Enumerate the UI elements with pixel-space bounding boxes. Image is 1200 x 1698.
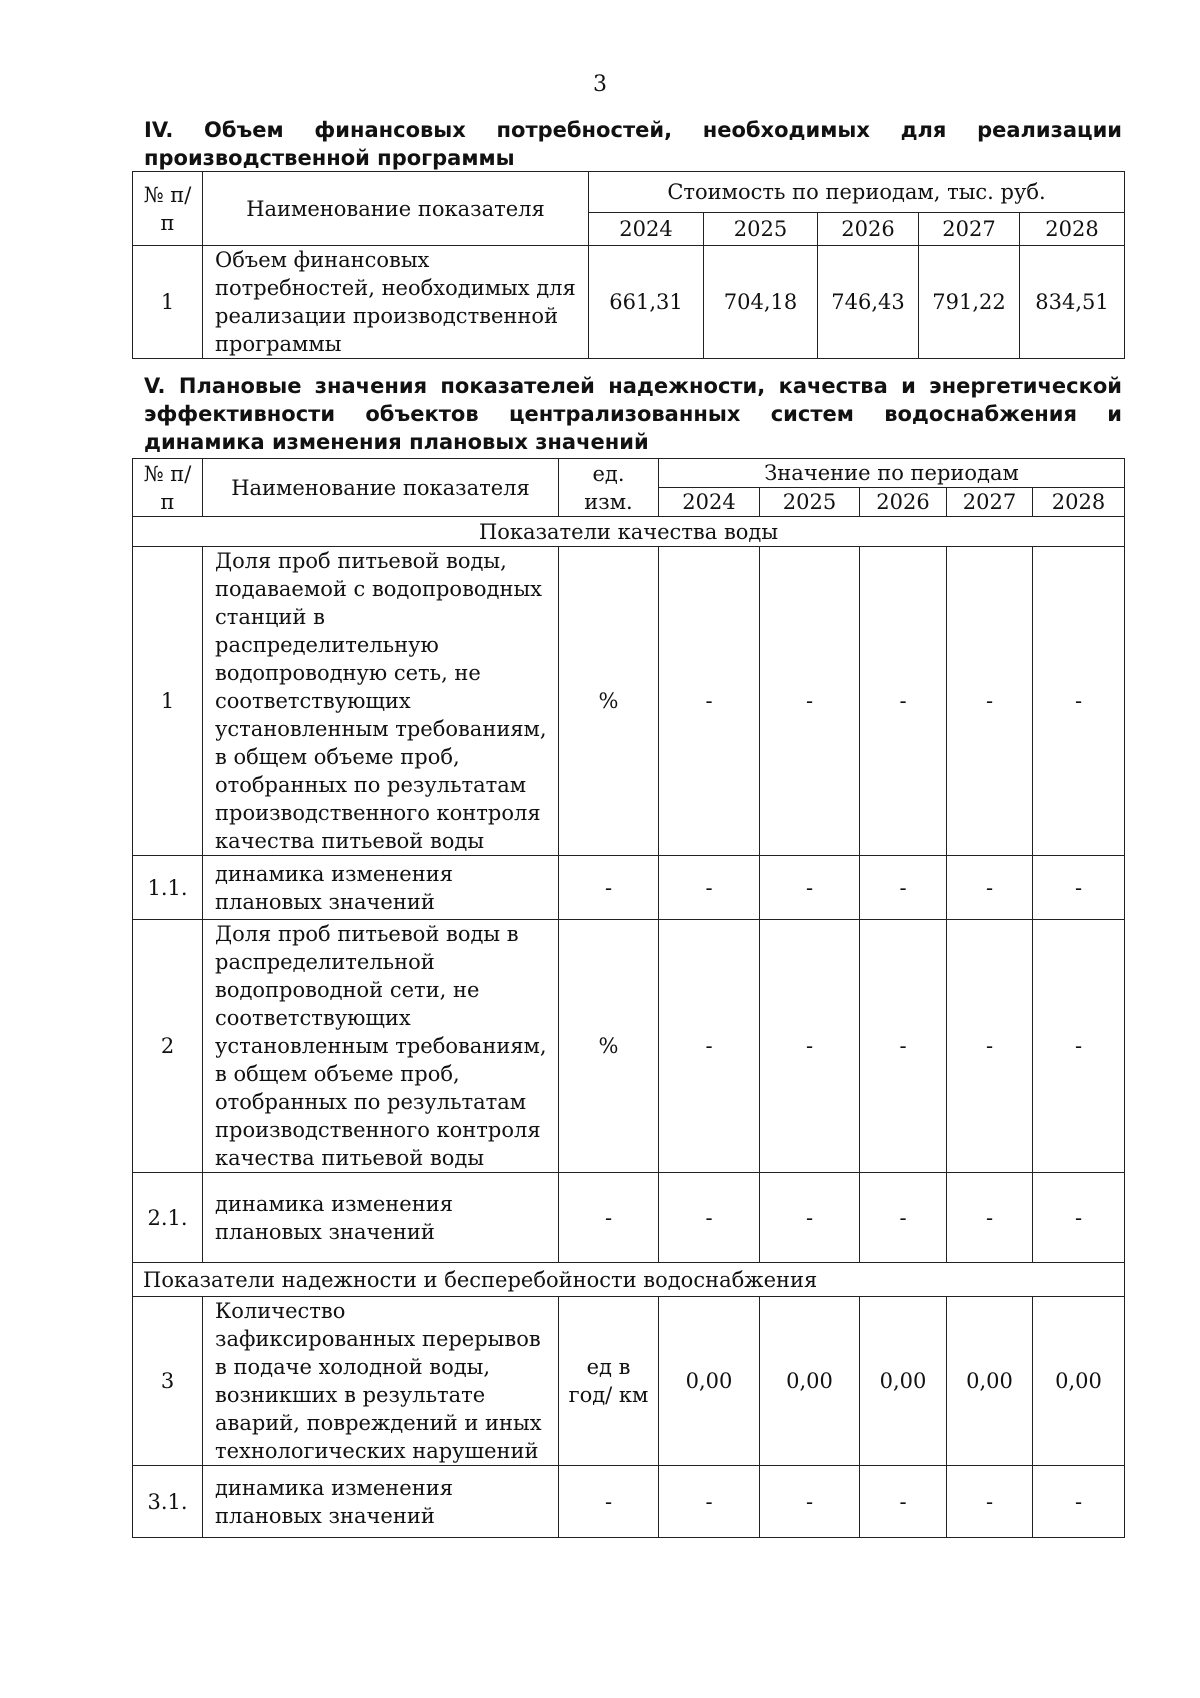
year-header: 2025 <box>704 213 818 246</box>
value-cell: 0,00 <box>659 1297 760 1466</box>
value-cell: 0,00 <box>947 1297 1033 1466</box>
header-name: Наименование показателя <box>203 459 559 517</box>
year-header: 2027 <box>919 213 1020 246</box>
value-cell: 0,00 <box>1033 1297 1125 1466</box>
table-row <box>133 1297 1125 1466</box>
value-cell: - <box>760 1173 860 1263</box>
value-cell: - <box>860 1173 947 1263</box>
value-cell: 0,00 <box>760 1297 860 1466</box>
section-4-title: IV. Объем финансовых потребностей, необходимых для реализации производственной программы <box>144 118 1122 170</box>
row-name: Доля проб питьевой воды в распределительной водопроводной сети, не соответствующих установленным требованиям, в общем объеме проб, отобранных по результатам производственного контроля качества питьевой воды <box>203 920 559 1173</box>
value-cell: 0,00 <box>860 1297 947 1466</box>
value-cell: - <box>947 1173 1033 1263</box>
value-cell: - <box>860 1466 947 1538</box>
header-name: Наименование показателя <box>203 172 589 246</box>
unit-cell: % <box>559 547 659 856</box>
value-cell: - <box>1033 1173 1125 1263</box>
unit-cell: ед в год/ км <box>559 1297 659 1466</box>
value-cell: 791,22 <box>919 246 1020 359</box>
year-header: 2024 <box>659 488 760 517</box>
table-row <box>133 1173 1125 1263</box>
row-name: динамика изменения плановых значений <box>203 1173 559 1263</box>
row-num: 2 <box>133 920 203 1173</box>
value-cell: - <box>1033 920 1125 1173</box>
year-header: 2028 <box>1033 488 1125 517</box>
table-row <box>133 856 1125 920</box>
value-cell: 834,51 <box>1020 246 1125 359</box>
year-header: 2027 <box>947 488 1033 517</box>
row-name: Доля проб питьевой воды, подаваемой с водопроводных станций в распределительную водопроводную сеть, не соответствующих установленным требованиям, в общем объеме проб, отобранных по результатам производственного контроля качества питьевой воды <box>203 547 559 856</box>
section-5-title: V. Плановые значения показателей надежности, качества и энергетической эффективности объектов централизованных систем водоснабжения и динамика изменения плановых значений <box>144 374 1122 454</box>
year-header: 2026 <box>860 488 947 517</box>
row-name: Количество зафиксированных перерывов в подаче холодной воды, возникших в результате аварий, повреждений и иных технологических нарушений <box>203 1297 559 1466</box>
value-cell: - <box>860 547 947 856</box>
value-cell: - <box>760 1466 860 1538</box>
header-unit: ед. изм. <box>559 459 659 517</box>
value-cell: 704,18 <box>704 246 818 359</box>
row-name: Объем финансовых потребностей, необходимых для реализации производственной программы <box>203 246 589 359</box>
row-num: 2.1. <box>133 1173 203 1263</box>
value-cell: - <box>860 920 947 1173</box>
value-cell: - <box>1033 547 1125 856</box>
year-header: 2026 <box>818 213 919 246</box>
value-cell: - <box>760 547 860 856</box>
row-num: 1.1. <box>133 856 203 920</box>
value-cell: - <box>659 1173 760 1263</box>
header-num: № п/п <box>133 459 203 517</box>
group-header-water-quality: Показатели качества воды <box>133 517 1125 547</box>
header-periods: Значение по периодам <box>659 459 1125 488</box>
value-cell: - <box>947 920 1033 1173</box>
value-cell: - <box>1033 856 1125 920</box>
value-cell: - <box>947 856 1033 920</box>
value-cell: - <box>659 920 760 1173</box>
unit-cell: % <box>559 920 659 1173</box>
year-header: 2024 <box>589 213 704 246</box>
value-cell: - <box>659 547 760 856</box>
page-number: 3 <box>593 72 607 97</box>
value-cell: - <box>1033 1466 1125 1538</box>
year-header: 2028 <box>1020 213 1125 246</box>
value-cell: - <box>659 856 760 920</box>
header-cost: Стоимость по периодам, тыс. руб. <box>589 172 1125 213</box>
row-num: 1 <box>133 547 203 856</box>
table-row <box>133 920 1125 1173</box>
row-name: динамика изменения плановых значений <box>203 856 559 920</box>
header-num: № п/п <box>133 172 203 246</box>
year-header: 2025 <box>760 488 860 517</box>
unit-cell: - <box>559 856 659 920</box>
value-cell: - <box>947 1466 1033 1538</box>
row-num: 1 <box>133 246 203 359</box>
value-cell: 661,31 <box>589 246 704 359</box>
value-cell: 746,43 <box>818 246 919 359</box>
indicators-table <box>132 458 1125 1538</box>
group-header-reliability: Показатели надежности и бесперебойности водоснабжения <box>133 1263 1125 1297</box>
value-cell: - <box>760 856 860 920</box>
value-cell: - <box>860 856 947 920</box>
table-row <box>133 246 1125 359</box>
table-row <box>133 1466 1125 1538</box>
row-num: 3 <box>133 1297 203 1466</box>
value-cell: - <box>760 920 860 1173</box>
row-num: 3.1. <box>133 1466 203 1538</box>
table-row <box>133 547 1125 856</box>
value-cell: - <box>947 547 1033 856</box>
value-cell: - <box>659 1466 760 1538</box>
row-name: динамика изменения плановых значений <box>203 1466 559 1538</box>
unit-cell: - <box>559 1466 659 1538</box>
financial-needs-table <box>132 171 1125 359</box>
unit-cell: - <box>559 1173 659 1263</box>
